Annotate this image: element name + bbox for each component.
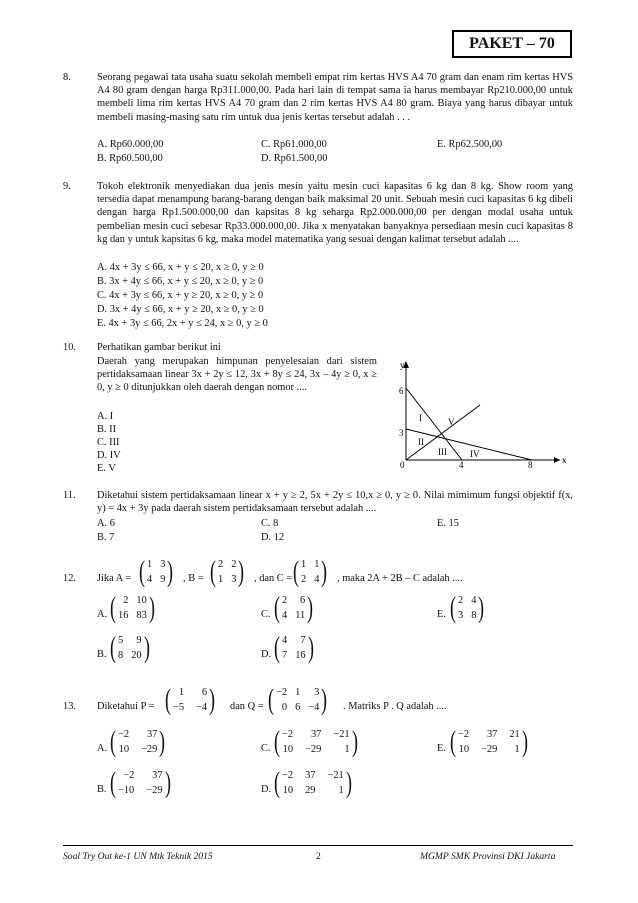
matrix-cell: 7 (300, 634, 306, 646)
matrix-cell: 5 (118, 634, 124, 646)
matrix-cell: −5 (173, 702, 185, 713)
matrix-cell: 6 (201, 686, 208, 698)
q13-text-2: dan Q = (230, 701, 264, 712)
matrix-cell: 83 (136, 610, 147, 621)
q13-text-3: . Matriks P . Q adalah .... (343, 701, 447, 712)
matrix-cell: −2 (123, 769, 135, 781)
question-8-number: 8. (63, 72, 71, 83)
question-8-text: Seorang pegawai tata usaha suatu sekolah membeli empat rim kertas HVS A4 70 gram dan enam rim kertas HVS A4 80 gram dengan harga Rp311.000,00. Pada hari lain di tempat sama ia harus membayar Rp210.000,00 untuk membeli lima rim kertas HVS A4 70 gram dan 2 rim kertas HVS A4 80 gram. Biaya yang harus dibayar untuk membeli masing-masing satu rim untuk dua jenis kertas tersebut adalah . . . (97, 72, 573, 123)
matrix-cell: −29 (141, 744, 158, 755)
graph-y-label: y (400, 360, 405, 370)
q10-option-b[interactable]: B. II (97, 424, 117, 435)
q12-option-b[interactable]: B. (97, 649, 107, 660)
matrix-cell: −4 (196, 702, 208, 713)
q8-option-c[interactable]: C. Rp61.000,00 (261, 139, 327, 150)
matrix-cell: 4 (282, 610, 288, 621)
q10-option-d[interactable]: D. IV (97, 450, 121, 461)
matrix-cell: 1 (147, 558, 153, 570)
question-10-number: 10. (63, 342, 76, 353)
q11-option-d[interactable]: D. 12 (261, 532, 285, 543)
matrix-c: ( 1 1 2 4 ) (293, 555, 328, 588)
q13-option-a[interactable]: A. (97, 743, 108, 754)
matrix-cell: 4 (147, 574, 153, 585)
graph-tick-6: 6 (399, 386, 404, 396)
matrix-cell: −2 (282, 769, 294, 781)
question-13-number: 13. (63, 701, 76, 712)
matrix-cell: 6 (295, 702, 301, 713)
matrix-cell: 21 (509, 728, 520, 740)
matrix-cell: −21 (327, 769, 344, 781)
q13-matrix-c: ( −2 37 −21 10 −29 1 ) (274, 725, 358, 758)
q12-matrix-a: ( 2 10 16 83 ) (110, 591, 155, 624)
q12-matrix-c: ( 2 6 4 11 ) (274, 591, 314, 624)
matrix-cell: −2 (282, 728, 294, 740)
q13-option-d[interactable]: D. (261, 784, 272, 795)
q10-option-c[interactable]: C. III (97, 437, 120, 448)
matrix-cell: 9 (160, 574, 166, 585)
matrix-cell: 1 (295, 686, 301, 698)
graph-tick-3: 3 (399, 428, 404, 438)
matrix-cell: 10 (136, 594, 147, 606)
q12-option-e[interactable]: E. (437, 609, 446, 620)
matrix-cell: 3 (314, 686, 320, 698)
graph-tick-0: 0 (400, 460, 405, 470)
question-9-number: 9. (63, 181, 71, 192)
q13-matrix-a: ( −2 37 10 −29 ) (110, 725, 166, 758)
question-12-number: 12. (63, 573, 76, 584)
matrix-cell: 2 (123, 594, 129, 606)
q12-matrix-e: ( 2 4 3 8 ) (450, 591, 485, 624)
q12-matrix-b: ( 5 9 8 20 ) (110, 631, 150, 664)
matrix-cell: 4 (282, 634, 288, 646)
matrix-cell: 2 (231, 558, 237, 570)
matrix-cell: 37 (152, 769, 163, 781)
q13-matrix-b: ( −2 37 −10 −29 ) (110, 766, 171, 799)
matrix-cell: −29 (481, 744, 498, 755)
footer-right: MGMP SMK Provinsi DKI Jakarta (420, 851, 556, 862)
matrix-cell: −29 (146, 785, 163, 796)
matrix-cell: −21 (333, 728, 350, 740)
matrix-cell: 1 (178, 686, 185, 698)
matrix-p: ( 1 6 −5 −4 ) (165, 683, 216, 716)
q10-option-e[interactable]: E. V (97, 463, 116, 474)
x-arrow-icon (554, 457, 560, 463)
q11-option-a[interactable]: A. 6 (97, 518, 115, 529)
graph-tick-8: 8 (528, 460, 533, 470)
matrix-cell: 8 (471, 610, 477, 621)
matrix-cell: −4 (308, 702, 320, 713)
q11-option-c[interactable]: C. 8 (261, 518, 279, 529)
matrix-cell: 1 (344, 744, 350, 755)
matrix-cell: 0 (281, 702, 288, 713)
matrix-cell: 10 (282, 785, 294, 796)
q8-option-e[interactable]: E. Rp62.500,00 (437, 139, 503, 150)
graph-region-3: III (438, 447, 447, 457)
q9-option-b[interactable]: B. 3x + 4y ≤ 66, x + y ≤ 20, x ≥ 0, y ≥ 0 (97, 276, 264, 287)
graph-region-4: IV (470, 449, 480, 459)
question-11-number: 11. (63, 490, 76, 501)
q8-option-d[interactable]: D. Rp61.500,00 (261, 153, 328, 164)
q12-option-c[interactable]: C. (261, 609, 271, 620)
matrix-cell: 2 (301, 574, 307, 585)
footer-divider (63, 845, 573, 846)
q9-option-d[interactable]: D. 3x + 4y ≤ 66, x + y ≥ 20, x ≥ 0, y ≥ 0 (97, 304, 264, 315)
q12-option-d[interactable]: D. (261, 649, 272, 660)
matrix-cell: 4 (314, 574, 320, 585)
matrix-cell: 16 (118, 610, 129, 621)
matrix-cell: −2 (276, 686, 288, 698)
q12-option-a[interactable]: A. (97, 609, 108, 620)
matrix-cell: 1 (338, 785, 344, 796)
q12-matrix-d: ( 4 7 7 16 ) (274, 631, 314, 664)
matrix-cell: 10 (458, 744, 470, 755)
matrix-q: ( −2 1 3 0 6 −4 ) (268, 683, 328, 716)
graph-region-1: I (419, 413, 422, 423)
matrix-cell: −2 (458, 728, 470, 740)
matrix-cell: 16 (295, 650, 306, 661)
q13-option-b[interactable]: B. (97, 784, 107, 795)
matrix-cell: 1 (301, 558, 307, 570)
matrix-cell: −10 (118, 785, 135, 796)
question-9-text: Tokoh elektronik menyediakan dua jenis mesin yaitu mesin cuci kapasitas 6 kg dan 8 kg. Show room yang tersedia dapat menampung barang-barang dengan baik maksimal 20 unit. Sebuah mesin cuci kapasitas 6 kg dibeli dengan harga Rp1.500.000,00 dan kapsitas 8 kg seharga Rp2.000.000,00 per dengan modal usaha untuk pembelian mesin cuci sebesar Rp33.000.000,00. Jika x menyatakan banyaknya persediaan mesin cuci kapasitas 8 kg dan y untuk kapsitas 6 kg, maka model matematika yang sesuai dengan kalimat tersebut adalah .... (97, 181, 573, 245)
matrix-b: ( 2 2 1 3 ) (210, 555, 245, 588)
question-10-intro: Perhatikan gambar berikut ini (97, 342, 221, 353)
q10-option-a[interactable]: A. I (97, 411, 114, 422)
matrix-cell: 10 (282, 744, 294, 755)
page-number: 2 (316, 851, 321, 862)
question-10-text: Daerah yang merupakan himpunan penyelesaian dari sistem pertidaksamaan linear 3x + 2y ≤ 12, 3x + 8y ≤ 24, 3x – 4y ≥ 0, x ≥ 0, y ≥ 0 ditunjukkan oleh daerah dengan nomor .... (97, 356, 377, 394)
matrix-a: ( 1 3 4 9 ) (139, 555, 174, 588)
q8-option-b[interactable]: B. Rp60.500,00 (97, 153, 163, 164)
matrix-cell: 37 (310, 728, 322, 740)
matrix-cell: 37 (305, 769, 316, 781)
matrix-cell: 1 (514, 744, 520, 755)
q13-option-c[interactable]: C. (261, 743, 271, 754)
matrix-cell: −2 (118, 728, 130, 740)
footer-left: Soal Try Out ke-1 UN Mtk Teknik 2015 (63, 851, 213, 862)
matrix-cell: 29 (305, 785, 316, 796)
matrix-cell: 20 (131, 650, 142, 661)
matrix-cell: 3 (231, 574, 237, 585)
matrix-cell: 7 (282, 650, 288, 661)
matrix-cell: 10 (118, 744, 130, 755)
q12-text-4: , maka 2A + 2B – C adalah .... (337, 573, 463, 584)
matrix-cell: 3 (160, 558, 166, 570)
q12-text-2: , B = (183, 573, 204, 584)
matrix-cell: 37 (486, 728, 498, 740)
q11-option-e[interactable]: E. 15 (437, 518, 459, 529)
matrix-cell: 1 (218, 574, 224, 585)
graph-tick-4: 4 (459, 460, 464, 470)
q8-option-a[interactable]: A. Rp60.000,00 (97, 139, 164, 150)
matrix-cell: 2 (282, 594, 288, 606)
matrix-cell: 1 (314, 558, 320, 570)
q12-text-1: Jika A = (97, 573, 132, 584)
matrix-cell: 9 (136, 634, 142, 646)
question-11-text: Diketahui sistem pertidaksamaan linear x + y ≥ 2, 5x + 2y ≤ 10,x ≥ 0, y ≥ 0. Nilai mimimum fungsi objektif f(x, y) = 4x + 3y pada daerah sistem pertidaksamaan tersebut adalah .... (97, 490, 573, 515)
graph-region-2: II (418, 437, 424, 447)
q13-matrix-d: ( −2 37 −21 10 29 1 ) (274, 766, 352, 799)
q9-option-e[interactable]: E. 4x + 3y ≤ 66, 2x + y ≤ 24, x ≥ 0, y ≥ 0 (97, 318, 268, 329)
q13-text-1: Diketahui P = (97, 701, 155, 712)
q9-option-c[interactable]: C. 4x + 3y ≤ 66, x + y ≥ 20, x ≥ 0, y ≥ 0 (97, 290, 264, 301)
paket-label: PAKET – 70 (452, 30, 572, 58)
line-3x-8y-24 (406, 429, 532, 460)
graph-region-5: V (448, 417, 455, 427)
region-graph (392, 355, 572, 473)
matrix-cell: 2 (458, 594, 464, 606)
matrix-cell: 6 (300, 594, 306, 606)
q9-option-a[interactable]: A. 4x + 3y ≤ 66, x + y ≤ 20, x ≥ 0, y ≥ 0 (97, 262, 264, 273)
matrix-cell: 2 (218, 558, 224, 570)
matrix-cell: 11 (295, 610, 306, 621)
matrix-cell: 3 (458, 610, 464, 621)
graph-x-label: x (562, 455, 567, 465)
q11-option-b[interactable]: B. 7 (97, 532, 115, 543)
q12-text-3: , dan C = (254, 573, 293, 584)
matrix-cell: 37 (146, 728, 158, 740)
matrix-cell: 4 (471, 594, 477, 606)
matrix-cell: 8 (118, 650, 124, 661)
matrix-cell: −29 (305, 744, 322, 755)
q13-matrix-e: ( −2 37 21 10 −29 1 ) (450, 725, 528, 758)
q13-option-e[interactable]: E. (437, 743, 446, 754)
